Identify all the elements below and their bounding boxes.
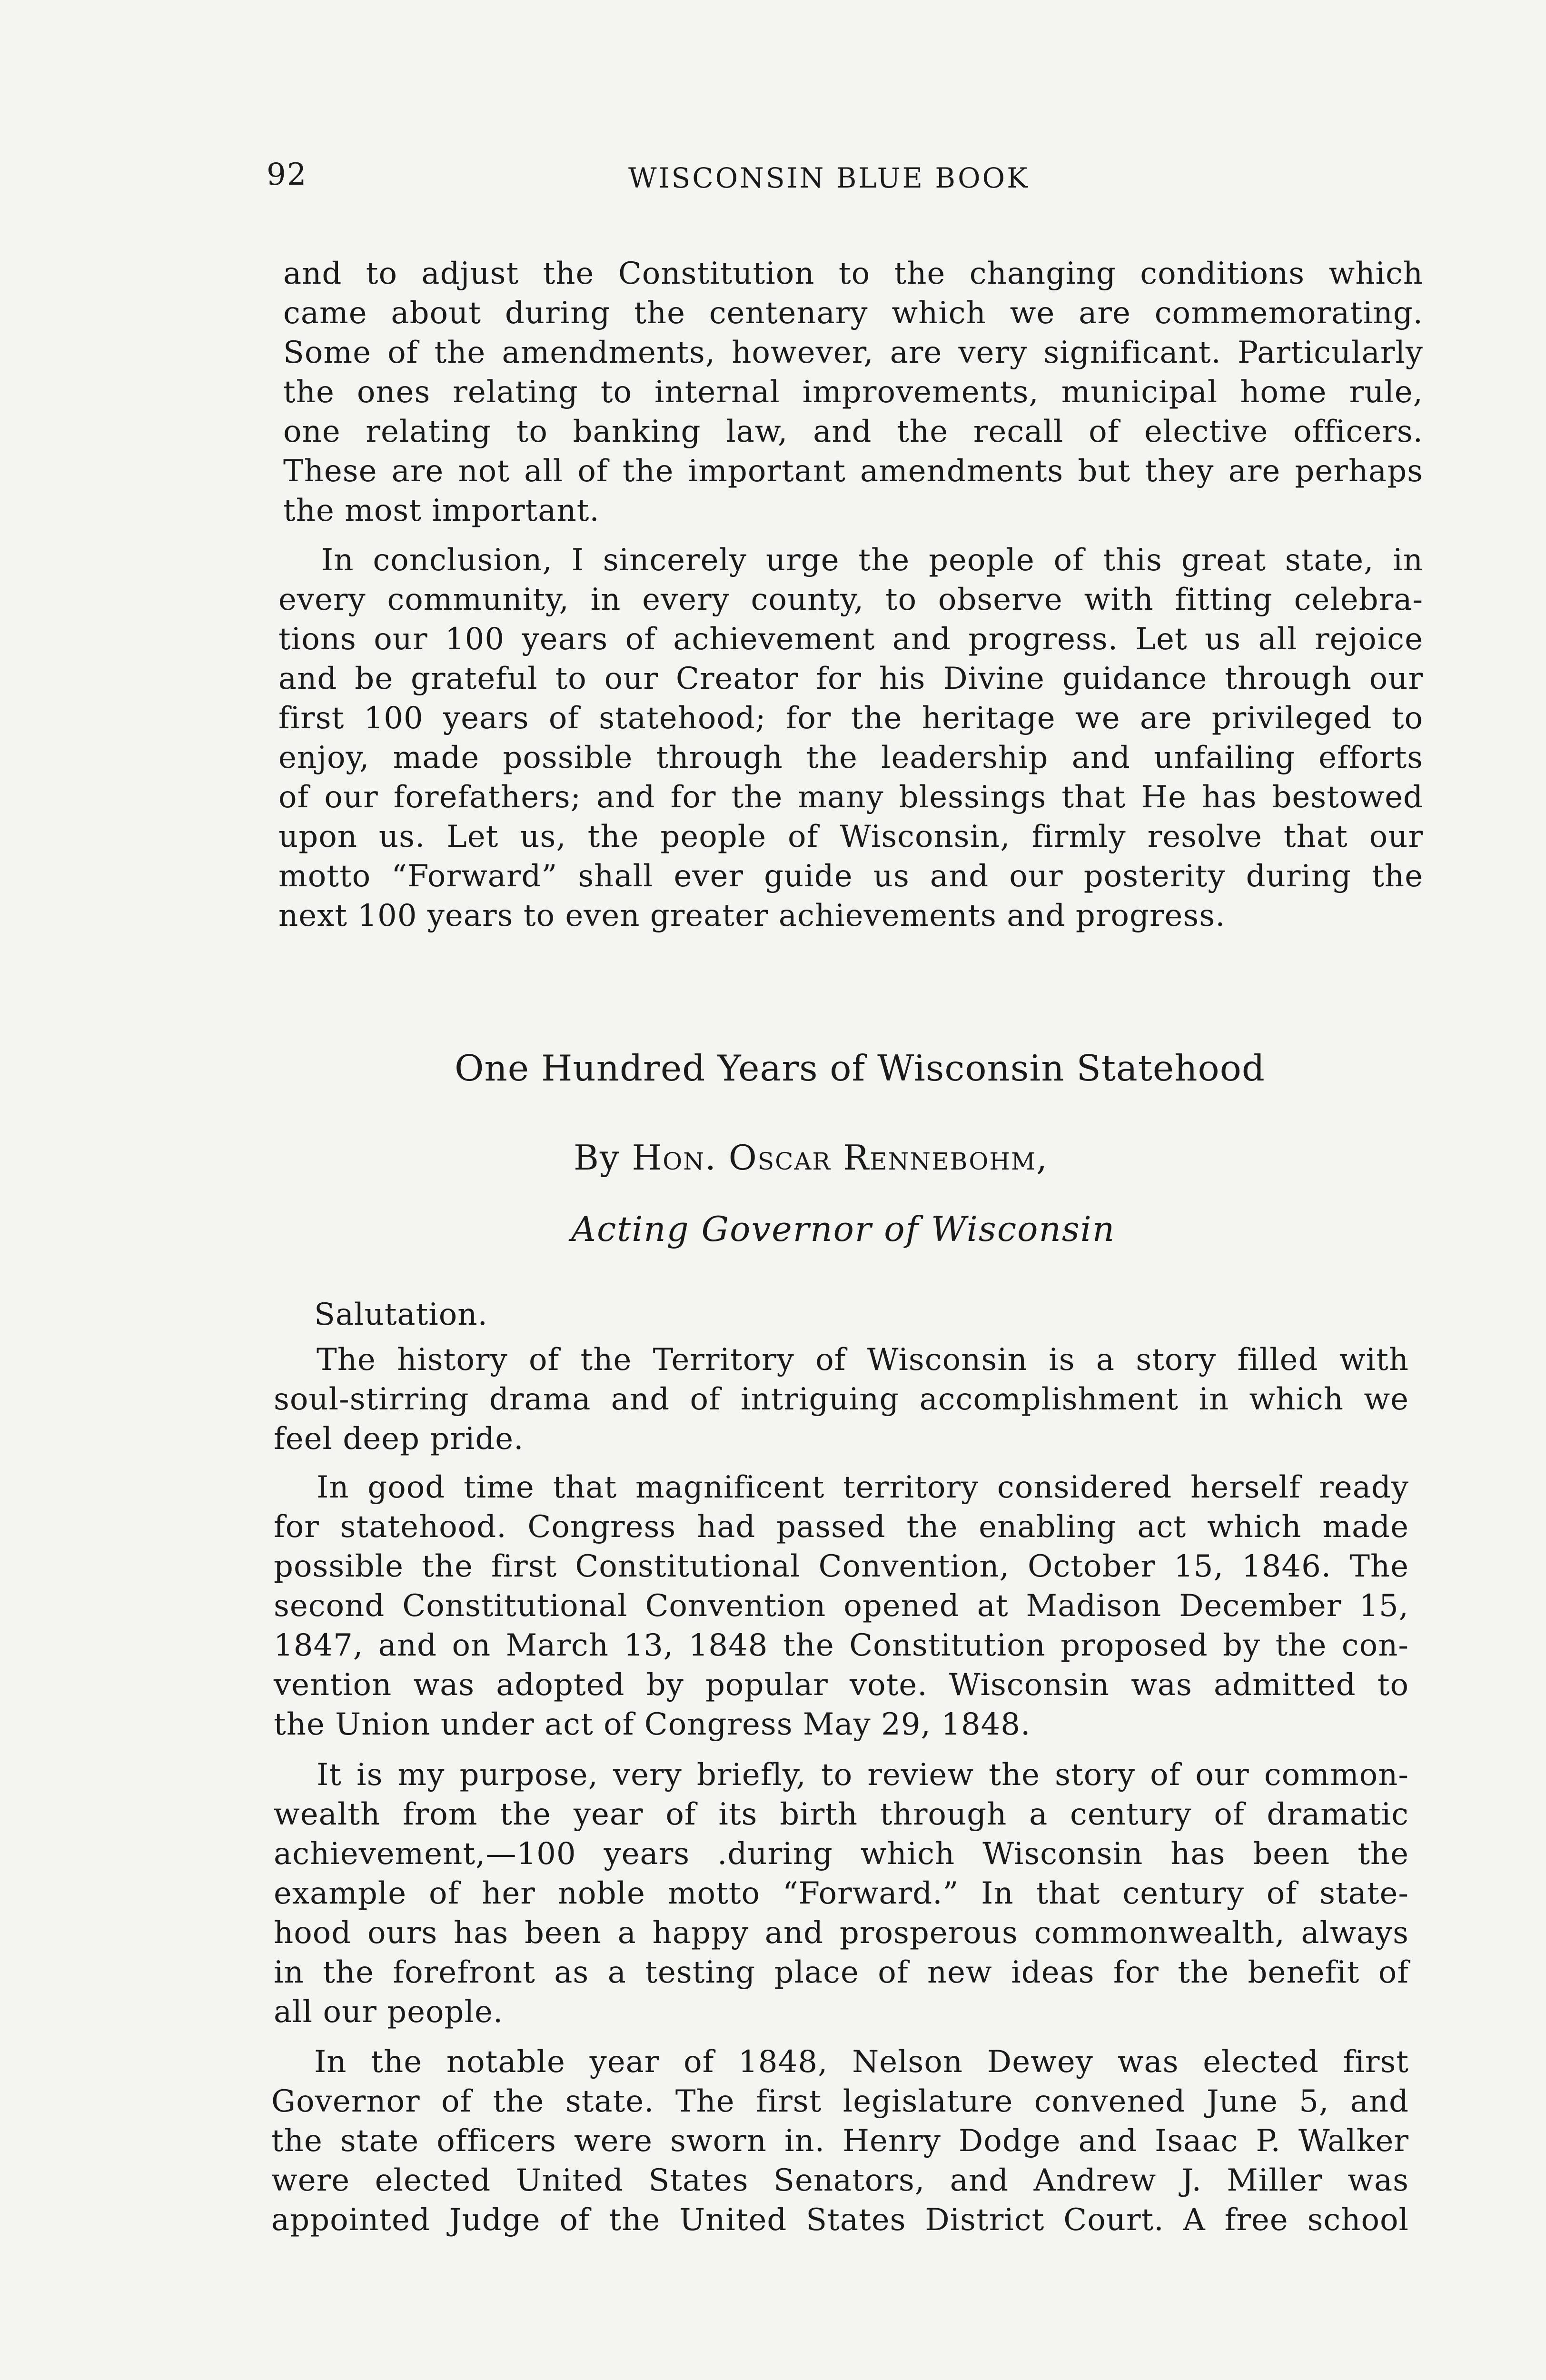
- text-line: wealth from the year of its birth through a century of dramatic: [274, 1797, 1409, 1832]
- text-line: motto “Forward” shall ever guide us and our posterity during the: [278, 859, 1423, 894]
- text-line: feel deep pride.: [274, 1421, 524, 1457]
- text-line: It is my purpose, very briefly, to review the story of our common-: [317, 1757, 1409, 1793]
- text-line: one relating to banking law, and the recall of elective officers.: [283, 414, 1423, 449]
- text-line: In the notable year of 1848, Nelson Dewey was elected first: [314, 2044, 1409, 2080]
- text-line: and to adjust the Constitution to the changing conditions which: [283, 256, 1423, 291]
- article-title: One Hundred Years of Wisconsin Statehood: [455, 1047, 1265, 1089]
- page-number: 92: [267, 157, 307, 192]
- text-line: soul-stirring drama and of intriguing accomplishment in which we: [274, 1382, 1409, 1417]
- text-line: of our forefathers; and for the many blessings that He has bestowed: [278, 780, 1423, 815]
- text-line: next 100 years to even greater achievements and progress.: [278, 898, 1226, 933]
- text-line: all our people.: [274, 1994, 504, 2030]
- text-line: the most important.: [283, 493, 600, 528]
- text-line: In conclusion, I sincerely urge the people of this great state, in: [321, 543, 1423, 578]
- text-line: came about during the centenary which we are commemorating.: [283, 296, 1423, 331]
- text-line: first 100 years of statehood; for the heritage we are privileged to: [278, 701, 1423, 736]
- byline-prefix: By: [574, 1138, 632, 1178]
- text-line: and be grateful to our Creator for his Divine guidance through our: [278, 661, 1423, 696]
- text-line: In good time that magnificent territory considered herself ready: [317, 1470, 1409, 1505]
- text-line: upon us. Let us, the people of Wisconsin, firmly resolve that our: [278, 819, 1423, 854]
- text-line: were elected United States Senators, and Andrew J. Miller was: [271, 2163, 1409, 2198]
- author-name: Hon. Oscar Rennebohm,: [632, 1138, 1049, 1178]
- text-line: appointed Judge of the United States District Court. A free school: [271, 2202, 1409, 2238]
- text-line: Some of the amendments, however, are very significant. Particularly: [283, 335, 1423, 370]
- text-line: the state officers were sworn in. Henry Dodge and Isaac P. Walker: [271, 2123, 1409, 2159]
- text-line: the Union under act of Congress May 29, 1848.: [274, 1707, 1031, 1742]
- byline: [574, 1138, 1048, 1178]
- salutation-heading: Salutation.: [314, 1297, 488, 1332]
- text-line: enjoy, made possible through the leadership and unfailing efforts: [278, 740, 1423, 775]
- text-line: 1847, and on March 13, 1848 the Constitution proposed by the con-: [274, 1628, 1409, 1663]
- text-line: hood ours has been a happy and prosperous commonwealth, always: [274, 1915, 1409, 1951]
- text-line: The history of the Territory of Wisconsin is a story filled with: [317, 1342, 1409, 1378]
- text-line: example of her noble motto “Forward.” In that century of state-: [274, 1876, 1409, 1911]
- author-title: Acting Governor of Wisconsin: [571, 1209, 1116, 1249]
- text-line: second Constitutional Convention opened at Madison December 15,: [274, 1588, 1409, 1624]
- text-line: These are not all of the important amendments but they are perhaps: [283, 454, 1423, 489]
- text-line: possible the first Constitutional Convention, October 15, 1846. The: [274, 1549, 1409, 1584]
- text-line: for statehood. Congress had passed the enabling act which made: [274, 1509, 1409, 1545]
- text-line: the ones relating to internal improvements, municipal home rule,: [283, 375, 1423, 410]
- text-line: tions our 100 years of achievement and progress. Let us all rejoice: [278, 622, 1423, 657]
- text-line: every community, in every county, to observe with fitting celebra-: [278, 582, 1423, 617]
- text-line: achievement,—100 years .during which Wisconsin has been the: [274, 1836, 1409, 1872]
- text-line: vention was adopted by popular vote. Wisconsin was admitted to: [274, 1667, 1409, 1703]
- text-line: Governor of the state. The first legislature convened June 5, and: [271, 2084, 1409, 2119]
- running-title: WISCONSIN BLUE BOOK: [628, 162, 1030, 194]
- text-line: in the forefront as a testing place of new ideas for the benefit of: [274, 1955, 1409, 1990]
